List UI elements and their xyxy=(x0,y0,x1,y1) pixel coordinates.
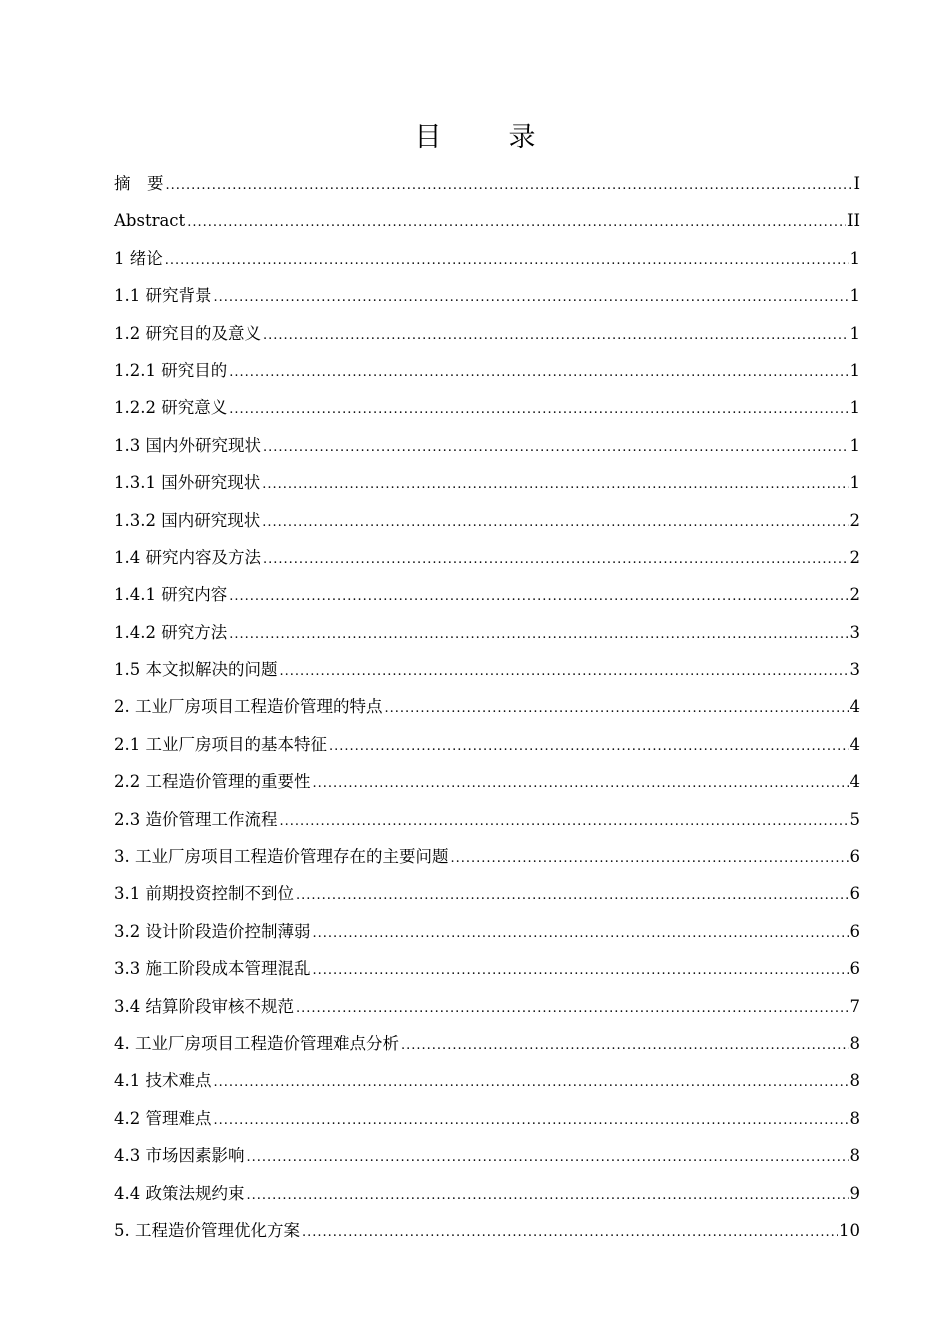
toc-dot-leader xyxy=(313,952,849,989)
toc-entry[interactable] xyxy=(114,1100,860,1137)
toc-entry-page-number: 1 xyxy=(849,248,860,268)
toc-entry-page-number: 6 xyxy=(849,847,860,867)
toc-entry[interactable] xyxy=(114,464,860,501)
toc-title: 目 录 xyxy=(414,122,556,153)
toc-entry-label: 1.2 研究目的及意义 xyxy=(114,323,261,343)
toc-entry-page-number: 8 xyxy=(849,1071,860,1091)
toc-entry-label: 3.4 结算阶段审核不规范 xyxy=(114,996,294,1016)
toc-dot-leader xyxy=(247,1139,849,1176)
toc-entry[interactable] xyxy=(114,202,860,239)
toc-entry-label: 4. 工业厂房项目工程造价管理难点分析 xyxy=(114,1033,399,1053)
toc-entry-page-number: 1 xyxy=(849,360,860,380)
toc-dot-leader xyxy=(214,279,849,316)
toc-entry-label: 4.1 技术难点 xyxy=(114,1071,212,1091)
toc-entry-page-number: 3 xyxy=(849,660,860,680)
toc-entry-page-number: 4 xyxy=(849,697,860,717)
toc-entry-page-number: 2 xyxy=(849,547,860,567)
toc-entry[interactable] xyxy=(114,240,860,277)
toc-entry-label: 1.4 研究内容及方法 xyxy=(114,547,261,567)
toc-entry[interactable] xyxy=(114,315,860,352)
toc-dot-leader xyxy=(262,504,848,541)
toc-dot-leader xyxy=(229,391,848,428)
toc-dot-leader xyxy=(263,429,849,466)
toc-entry[interactable] xyxy=(114,1212,860,1249)
toc-dot-leader xyxy=(165,242,849,279)
toc-entry[interactable] xyxy=(114,950,860,987)
toc-entry-label: 5. 工程造价管理优化方案 xyxy=(114,1220,300,1240)
toc-entry-page-number: 6 xyxy=(849,959,860,979)
toc-entry-page-number: 10 xyxy=(839,1220,860,1240)
toc-entry-page-number: 8 xyxy=(849,1108,860,1128)
toc-entry-page-number: 4 xyxy=(849,772,860,792)
toc-entry-label: 4.4 政策法规约束 xyxy=(114,1183,245,1203)
toc-entry-page-number: II xyxy=(846,211,860,231)
toc-entry[interactable] xyxy=(114,389,860,426)
toc-entry-label: 1.3.1 国外研究现状 xyxy=(114,473,261,493)
toc-entry-label: 1.1 研究背景 xyxy=(114,286,212,306)
toc-entry-page-number: I xyxy=(853,174,860,193)
toc-entry[interactable] xyxy=(114,726,860,763)
toc-entry[interactable] xyxy=(114,763,860,800)
toc-entry-page-number: 4 xyxy=(849,734,860,754)
toc-entry-page-number: 8 xyxy=(849,1146,860,1166)
toc-dot-leader xyxy=(263,541,849,578)
toc-entry[interactable] xyxy=(114,1062,860,1099)
toc-dot-leader xyxy=(280,803,849,840)
toc-list xyxy=(114,165,860,1249)
toc-entry[interactable] xyxy=(114,1137,860,1174)
toc-dot-leader xyxy=(313,765,849,802)
toc-dot-leader xyxy=(385,690,849,727)
toc-dot-leader xyxy=(451,840,849,877)
toc-entry[interactable] xyxy=(114,801,860,838)
toc-entry[interactable] xyxy=(114,502,860,539)
toc-entry[interactable] xyxy=(114,277,860,314)
toc-entry-page-number: 1 xyxy=(849,435,860,455)
toc-entry[interactable] xyxy=(114,988,860,1025)
toc-entry-label: 3.2 设计阶段造价控制薄弱 xyxy=(114,921,311,941)
toc-entry[interactable] xyxy=(114,614,860,651)
toc-entry-page-number: 2 xyxy=(849,585,860,605)
toc-entry-label: 1.2.2 研究意义 xyxy=(114,398,228,418)
toc-dot-leader xyxy=(166,167,853,204)
toc-dot-leader xyxy=(229,578,848,615)
toc-dot-leader xyxy=(229,354,848,391)
toc-entry-label: 3.3 施工阶段成本管理混乱 xyxy=(114,959,311,979)
toc-dot-leader xyxy=(296,877,849,914)
toc-entry-page-number: 1 xyxy=(849,473,860,493)
toc-entry-page-number: 2 xyxy=(849,510,860,530)
toc-entry[interactable] xyxy=(114,1175,860,1212)
toc-entry-page-number: 1 xyxy=(849,398,860,418)
toc-entry-page-number: 9 xyxy=(849,1183,860,1203)
toc-entry-page-number: 1 xyxy=(849,286,860,306)
toc-entry-label: 1 绪论 xyxy=(114,248,163,268)
toc-entry[interactable] xyxy=(114,875,860,912)
toc-dot-leader xyxy=(229,616,848,653)
toc-entry-label: 1.2.1 研究目的 xyxy=(114,360,228,380)
toc-entry[interactable] xyxy=(114,165,860,202)
toc-entry[interactable] xyxy=(114,427,860,464)
toc-entry-page-number: 6 xyxy=(849,884,860,904)
toc-entry-label: 1.5 本文拟解决的问题 xyxy=(114,660,278,680)
toc-entry[interactable] xyxy=(114,651,860,688)
toc-entry-label: 2.3 造价管理工作流程 xyxy=(114,809,278,829)
toc-entry-page-number: 7 xyxy=(849,996,860,1016)
toc-dot-leader xyxy=(214,1102,849,1139)
toc-entry-page-number: 5 xyxy=(849,809,860,829)
toc-dot-leader xyxy=(329,728,849,765)
toc-entry-label: 1.3.2 国内研究现状 xyxy=(114,510,261,530)
toc-entry[interactable] xyxy=(114,352,860,389)
toc-dot-leader xyxy=(302,1214,838,1251)
toc-entry-label: 1.4.2 研究方法 xyxy=(114,622,228,642)
toc-entry-label: 摘 要 xyxy=(114,174,164,193)
toc-entry-label: 2. 工业厂房项目工程造价管理的特点 xyxy=(114,697,383,717)
toc-entry-label: Abstract xyxy=(114,211,186,231)
toc-entry[interactable] xyxy=(114,539,860,576)
toc-entry-label: 4.3 市场因素影响 xyxy=(114,1146,245,1166)
toc-entry[interactable] xyxy=(114,913,860,950)
toc-entry-page-number: 1 xyxy=(849,323,860,343)
toc-entry-label: 3. 工业厂房项目工程造价管理存在的主要问题 xyxy=(114,847,449,867)
toc-entry[interactable] xyxy=(114,1025,860,1062)
toc-entry[interactable] xyxy=(114,688,860,725)
toc-entry-label: 2.1 工业厂房项目的基本特征 xyxy=(114,734,327,754)
toc-dot-leader xyxy=(247,1177,849,1214)
toc-dot-leader xyxy=(280,653,849,690)
toc-entry-label: 1.3 国内外研究现状 xyxy=(114,435,261,455)
toc-dot-leader xyxy=(262,466,848,503)
toc-dot-leader xyxy=(214,1064,849,1101)
toc-dot-leader xyxy=(263,317,849,354)
toc-dot-leader xyxy=(296,990,849,1027)
toc-entry-page-number: 3 xyxy=(849,622,860,642)
toc-dot-leader xyxy=(187,204,846,241)
toc-entry-label: 1.4.1 研究内容 xyxy=(114,585,228,605)
toc-entry-page-number: 6 xyxy=(849,921,860,941)
toc-dot-leader xyxy=(313,915,849,952)
toc-entry-label: 3.1 前期投资控制不到位 xyxy=(114,884,294,904)
toc-dot-leader xyxy=(401,1027,849,1064)
toc-entry[interactable] xyxy=(114,838,860,875)
toc-entry-page-number: 8 xyxy=(849,1033,860,1053)
toc-entry[interactable] xyxy=(114,576,860,613)
toc-entry-label: 2.2 工程造价管理的重要性 xyxy=(114,772,311,792)
toc-entry-label: 4.2 管理难点 xyxy=(114,1108,212,1128)
